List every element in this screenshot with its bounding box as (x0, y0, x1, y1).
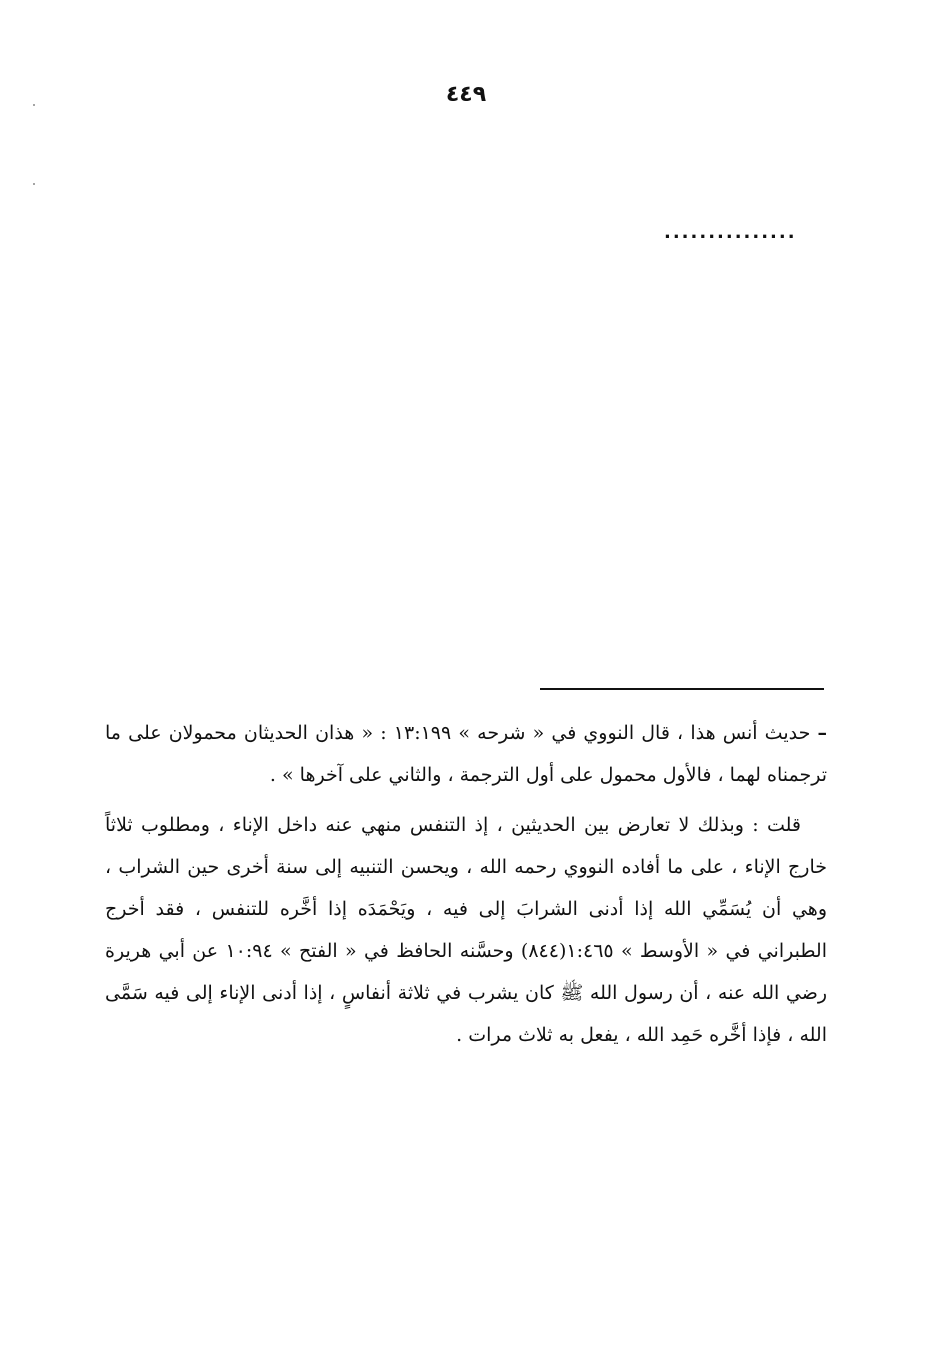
footnote-paragraph-2: قلت : وبذلك لا تعارض بين الحديثين ، إذ التنفس منهي عنه داخل الإناء ، ومطلوب ثلاثاً خارج الإناء ، على ما أفاده النووي رحمه الله ، ويحسن التنبيه إلى سنة أخرى حين الشراب ، وهي أن يُسَمِّي الله إذا أدنى الشرابَ إلى فيه ، ويَحْمَدَه إذا أخَّره للتنفس ، فقد أخرج الطبراني في « الأوسط » ١:٤٦٥(٨٤٤) وحسَّنه الحافظ في « الفتح » ١٠:٩٤ عن أبي هريرة رضي الله عنه ، أن رسول الله ﷺ كان يشرب في ثلاثة أنفاسٍ ، إذا أدنى الإناء إلى فيه سَمَّى الله ، فإذا أخَّره حَمِد الله ، يفعل به ثلاث مرات . (105, 814, 827, 1046)
omission-dots: ............... (664, 222, 797, 243)
footnote-separator (540, 688, 824, 690)
footnote-paragraph-1 (105, 712, 827, 796)
footnote-dash: – (817, 722, 827, 744)
footnote-text-1: حديث أنس هذا ، قال النووي في « شرحه » ١٣:١٩٩ : « هذان الحديثان محمولان على ما ترجمناه لهما ، فالأول محمول على أول الترجمة ، والثاني على آخرها » . (105, 722, 827, 786)
margin-mark (33, 183, 35, 185)
page-number: ٤٤٩ (445, 82, 487, 107)
footnote-block (105, 712, 827, 1056)
